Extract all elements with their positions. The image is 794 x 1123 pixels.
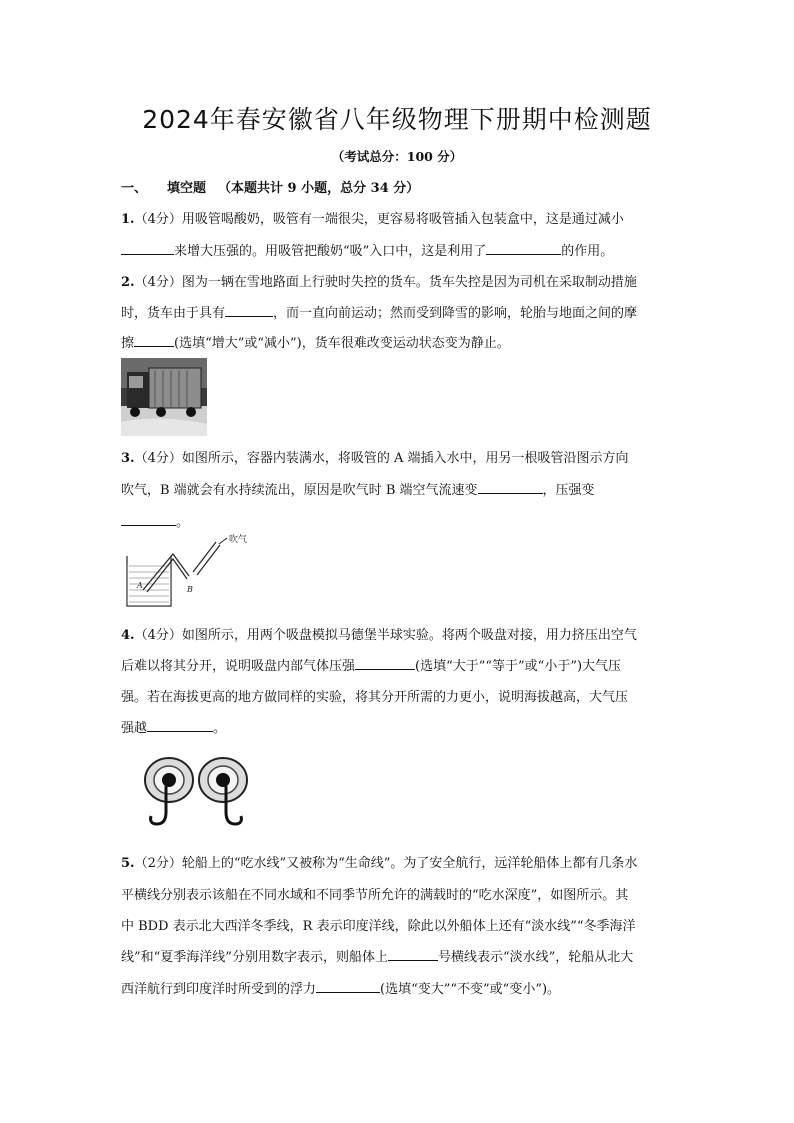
straw-blowing-diagram (121, 532, 261, 616)
blow-label: 吹气 (229, 535, 248, 545)
question-2-line-1: 2.（4分）图为一辆在雪地路面上行驶时失控的货车。货车失控是因为司机在采取制动措施 (121, 275, 637, 290)
question-1-number: 1. (121, 212, 135, 227)
section-heading (121, 177, 419, 196)
answer-blank[interactable] (316, 980, 380, 993)
question-3-line-1: 3.（4分）如图所示，容器内装满水，将吸管的 A 端插入水中，用另一根吸管沿图示方向 (121, 451, 629, 466)
question-4-number: 4. (121, 628, 135, 643)
end-b-label: B (187, 585, 193, 594)
section-note: （本题共计 9 小题，总分 34 分） (218, 181, 420, 196)
answer-blank[interactable] (147, 719, 213, 732)
answer-blank[interactable] (121, 242, 174, 255)
question-2-line-2: 时，货车由于具有 ，而一直向前运动；然而受到降雪的影响，轮胎与地面之间的摩 (121, 306, 638, 321)
question-3-line-2: 吹气，B 端就会有水持续流出，原因是吹气时 B 端空气流速变 ，压强变 (121, 483, 595, 498)
question-5-line-4: 线”和“夏季海洋线”分别用数字表示，则船体上 号横线表示“淡水线”，轮船从北大 (121, 950, 634, 965)
end-a-label: A (137, 581, 143, 590)
total-score-note: （考试总分：100 分） (331, 149, 463, 164)
question-4-line-2: 后难以将其分开，说明吸盘内部气体压强 (选填“大于”“等于”或“小于”)大气压 (121, 659, 622, 674)
question-5-line-1: 5.（2分）轮船上的“吃水线”又被称为“生命线”。为了安全航行，远洋轮船体上都有几条水 (121, 856, 638, 871)
question-5-line-5: 西洋航行到印度洋时所受到的浮力 (选填“变大”“不变”或“变小”)。 (121, 982, 561, 997)
page-title: 2024年春安徽省八年级物理下册期中检测题 (142, 105, 652, 134)
answer-blank[interactable] (478, 481, 543, 494)
question-5-line-3: 中 BDD 表示北大西洋冬季线，R 表示印度洋线，除此以外船体上还有“淡水线”“冬季海洋 (121, 919, 636, 934)
answer-blank[interactable] (121, 513, 176, 526)
question-3-number: 3. (121, 451, 135, 466)
answer-blank[interactable] (388, 948, 438, 961)
question-1-line-2: 来增大压强的。用吸管把酸奶“吸”入口中，这是利用了 的作用。 (121, 240, 613, 259)
answer-blank[interactable] (486, 242, 561, 255)
question-5-number: 5. (121, 856, 135, 871)
question-5-line-2: 平横线分别表示该船在不同水域和不同季节所允许的满载时的“吃水深度”，如图所示。其 (121, 888, 629, 903)
section-name: 填空题 (167, 181, 207, 196)
question-4-line-1: 4.（4分）如图所示，用两个吸盘模拟马德堡半球实验。将两个吸盘对接，用力挤压出空气 (121, 628, 637, 643)
question-4-line-4: 强越 。 (121, 721, 227, 736)
question-1-line-1: 1.（4分）用吸管喝酸奶，吸管有一端很尖，更容易将吸管插入包装盒中，这是通过减小 (121, 212, 624, 227)
truck-photo (121, 358, 207, 440)
answer-blank[interactable] (134, 334, 174, 347)
question-2-line-3: 擦 (选填“增大”或“减小”)，货车很难改变运动状态变为静止。 (121, 336, 510, 351)
question-3-line-3: 。 (121, 511, 189, 530)
section-number: 一、 (121, 181, 148, 196)
suction-cups-photo (141, 754, 251, 840)
answer-blank[interactable] (225, 304, 273, 317)
question-4-line-3: 强。若在海拔更高的地方做同样的实验，将其分开所需的力更小，说明海拔越高，大气压 (121, 690, 629, 705)
question-2-number: 2. (121, 275, 135, 290)
answer-blank[interactable] (355, 657, 415, 670)
